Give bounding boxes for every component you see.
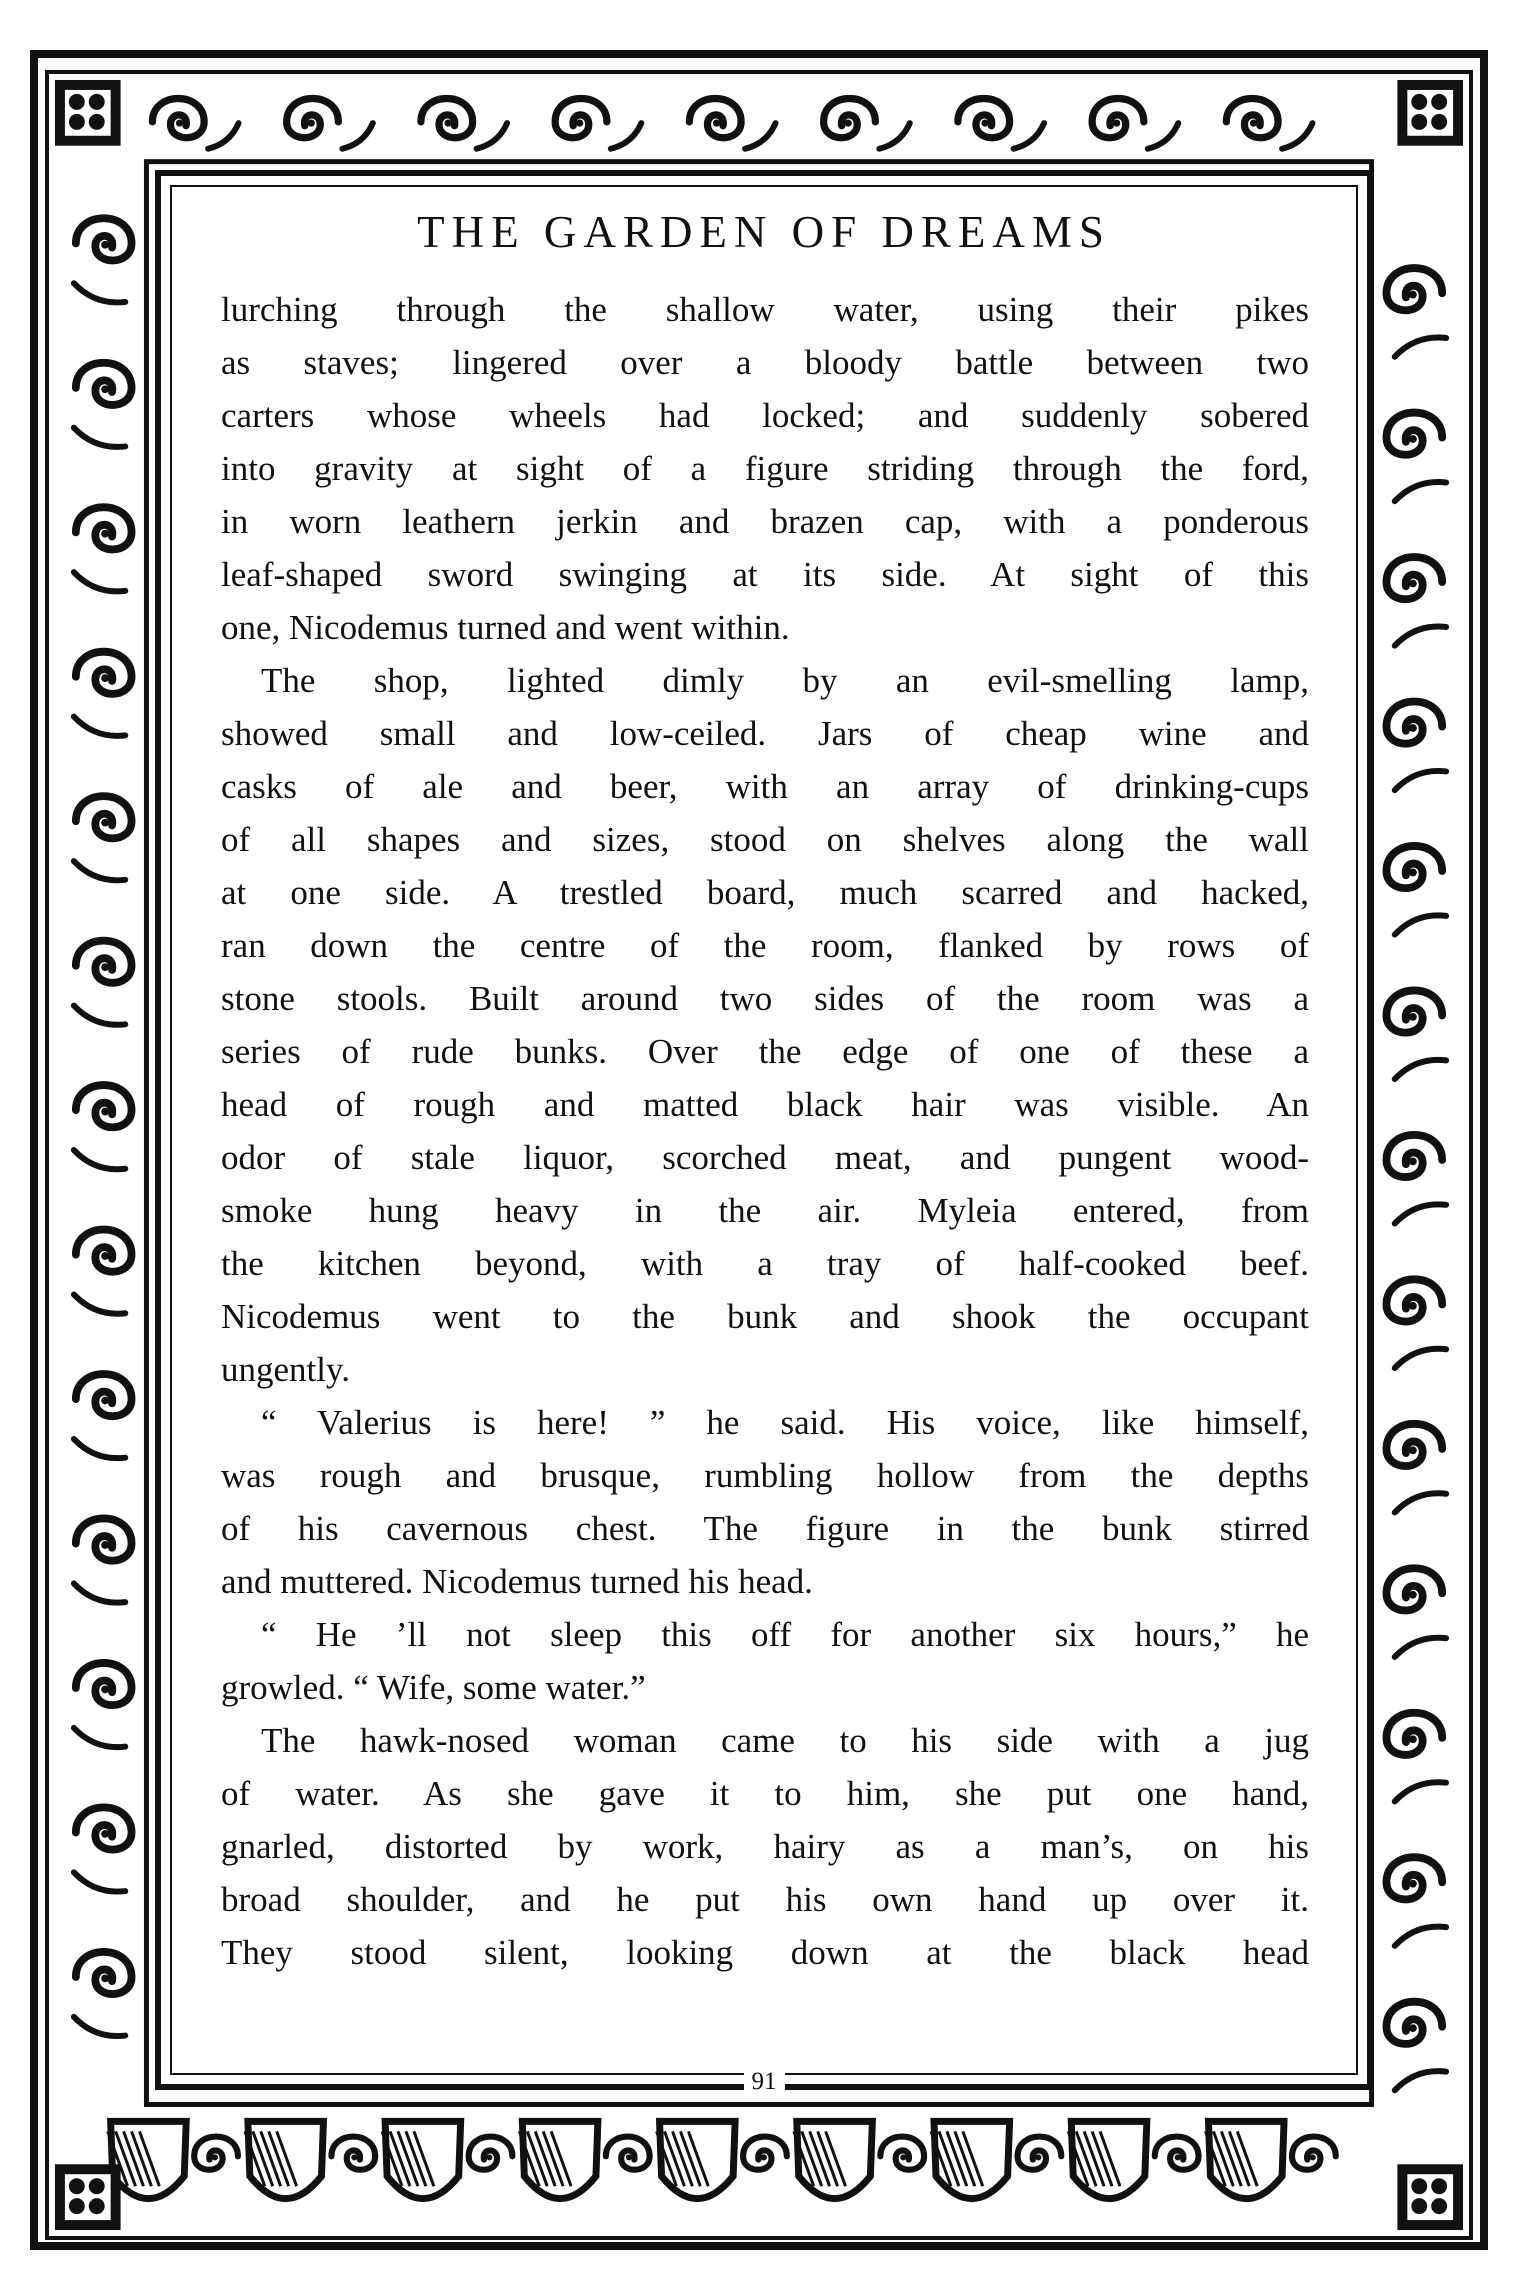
paragraph-start-line: “ He ’ll not sleep this off for another six hours,” he <box>261 1615 1309 1654</box>
text-line: leaf-shaped sword swinging at its side. At sight of this <box>221 555 1309 594</box>
spiral-ornament-icon-eye <box>1409 1735 1417 1743</box>
text-panel <box>155 170 1373 2095</box>
text-line: gnarled, distorted by work, hairy as a man’s, on his <box>221 1827 1309 1866</box>
spiral-ornament-icon-eye <box>101 819 109 827</box>
text-line: Nicodemus went to the bunk and shook the occupant <box>221 1297 1309 1336</box>
rosette-petal <box>1431 94 1447 110</box>
rosette-center <box>83 2192 93 2202</box>
page-number <box>161 2068 1367 2096</box>
text-line: ran down the centre of the room, flanked by rows of <box>221 926 1309 965</box>
rosette-petal <box>89 94 105 110</box>
scroll-ornament-icon-eye <box>1113 119 1120 126</box>
spiral-ornament-icon-eye <box>486 2154 492 2160</box>
rosette-center <box>1425 108 1435 118</box>
rosette-petal <box>69 2178 85 2194</box>
rosette-petal <box>69 114 85 130</box>
text-line: They stood silent, looking down at the black head <box>221 1933 1309 1972</box>
rosette-center <box>83 108 93 118</box>
spiral-ornament-icon-eye <box>1409 869 1417 877</box>
spiral-ornament-icon-eye <box>101 1686 109 1694</box>
rosette-petal <box>1411 94 1427 110</box>
scroll-ornament-icon-eye <box>576 119 583 126</box>
spiral-ornament-icon-eye <box>1409 1157 1417 1165</box>
scroll-ornament-icon-eye <box>981 119 988 126</box>
rosette-center <box>1425 2192 1435 2202</box>
spiral-ornament-icon-eye <box>1409 1446 1417 1454</box>
rosette-petal <box>1411 114 1427 130</box>
text-line: of all shapes and sizes, stood on shelves along the wall <box>221 820 1309 859</box>
spiral-ornament-icon-eye <box>1409 580 1417 588</box>
body-text <box>221 283 1309 1979</box>
scroll-ornament-icon-eye <box>845 119 852 126</box>
text-line: of water. As she gave it to him, she put one hand, <box>221 1774 1309 1813</box>
text-line: showed small and low-ceiled. Jars of cheap wine and <box>221 714 1309 753</box>
spiral-ornament-icon-eye <box>1409 1013 1417 1021</box>
text-line: series of rude bunks. Over the edge of one of these a <box>221 1032 1309 1071</box>
spiral-ornament-icon-eye <box>1409 291 1417 299</box>
spiral-ornament-icon-eye <box>900 2154 906 2160</box>
spiral-ornament-icon-eye <box>101 1397 109 1405</box>
spiral-ornament-icon-eye <box>351 2154 357 2160</box>
text-line: casks of ale and beer, with an array of drinking-cups <box>221 767 1309 806</box>
text-line: was rough and brusque, rumbling hollow from the depths <box>221 1456 1309 1495</box>
spiral-ornament-icon-eye <box>1409 2024 1417 2032</box>
text-line: of his cavernous chest. The figure in the bunk stirred <box>221 1509 1309 1548</box>
spiral-ornament-icon-eye <box>101 1541 109 1549</box>
text-line: stone stools. Built around two sides of the room was a <box>221 979 1309 1018</box>
page-number-text: 91 <box>744 2068 785 2095</box>
scroll-ornament-icon-eye <box>713 119 720 126</box>
rosette-petal <box>1431 2178 1447 2194</box>
spiral-ornament-icon-eye <box>101 1830 109 1838</box>
spiral-ornament-icon-eye <box>101 1974 109 1982</box>
spiral-ornament-icon-eye <box>761 2154 767 2160</box>
text-line: head of rough and matted black hair was visible. An <box>221 1085 1309 1124</box>
spiral-ornament-icon-eye <box>101 385 109 393</box>
scroll-ornament-icon-eye <box>444 119 451 126</box>
paragraph-start-line: The shop, lighted dimly by an evil-smelling lamp, <box>261 661 1309 700</box>
scroll-ornament-icon-eye <box>176 119 183 126</box>
rosette-petal <box>69 94 85 110</box>
text-line: lurching through the shallow water, using their pikes <box>221 290 1309 329</box>
spiral-ornament-icon-eye <box>101 963 109 971</box>
spiral-ornament-icon-eye <box>1409 435 1417 443</box>
spiral-ornament-icon-eye <box>212 2154 218 2160</box>
rosette-petal <box>1411 2178 1427 2194</box>
spiral-ornament-icon-eye <box>1409 1880 1417 1888</box>
paragraph-start-line: “ Valerius is here! ” he said. His voice, like himself, <box>261 1403 1309 1442</box>
spiral-ornament-icon-eye <box>1175 2154 1181 2160</box>
running-head: THE GARDEN OF DREAMS <box>417 207 1111 257</box>
text-line: and muttered. Nicodemus turned his head. <box>221 1562 813 1601</box>
spiral-ornament-icon-eye <box>101 530 109 538</box>
spiral-ornament-icon-eye <box>1310 2154 1316 2160</box>
text-line: at one side. A trestled board, much scarred and hacked, <box>221 873 1309 912</box>
text-line: smoke hung heavy in the air. Myleia entered, from <box>221 1191 1309 1230</box>
text-line: the kitchen beyond, with a tray of half-cooked beef. <box>221 1244 1309 1283</box>
text-line: ungently. <box>221 1350 350 1389</box>
spiral-ornament-icon-eye <box>101 241 109 249</box>
spiral-ornament-icon-eye <box>1409 724 1417 732</box>
spiral-ornament-icon-eye <box>1035 2154 1041 2160</box>
text-line: in worn leathern jerkin and brazen cap, with a ponderous <box>221 502 1309 541</box>
spiral-ornament-icon-eye <box>101 1252 109 1260</box>
text-line: broad shoulder, and he put his own hand up over it. <box>221 1880 1309 1919</box>
spiral-ornament-icon-eye <box>1409 1591 1417 1599</box>
text-line: odor of stale liquor, scorched meat, and pungent wood- <box>221 1138 1309 1177</box>
scroll-ornament-icon-eye <box>308 119 315 126</box>
spiral-ornament-icon-eye <box>1409 1302 1417 1310</box>
spiral-ornament-icon-eye <box>101 1108 109 1116</box>
text-line: one, Nicodemus turned and went within. <box>221 608 790 647</box>
scroll-ornament-icon-eye <box>1250 119 1257 126</box>
rosette-petal <box>1411 2198 1427 2214</box>
text-line: growled. “ Wife, some water.” <box>221 1668 646 1707</box>
text-line: as staves; lingered over a bloody battle between two <box>221 343 1309 382</box>
rosette-petal <box>69 2198 85 2214</box>
spiral-ornament-icon-eye <box>101 674 109 682</box>
text-line: carters whose wheels had locked; and suddenly sobered <box>221 396 1309 435</box>
rosette-petal <box>89 2178 105 2194</box>
text-line: into gravity at sight of a figure striding through the ford, <box>221 449 1309 488</box>
paragraph-start-line: The hawk-nosed woman came to his side with a jug <box>261 1721 1309 1760</box>
spiral-ornament-icon-eye <box>626 2154 632 2160</box>
